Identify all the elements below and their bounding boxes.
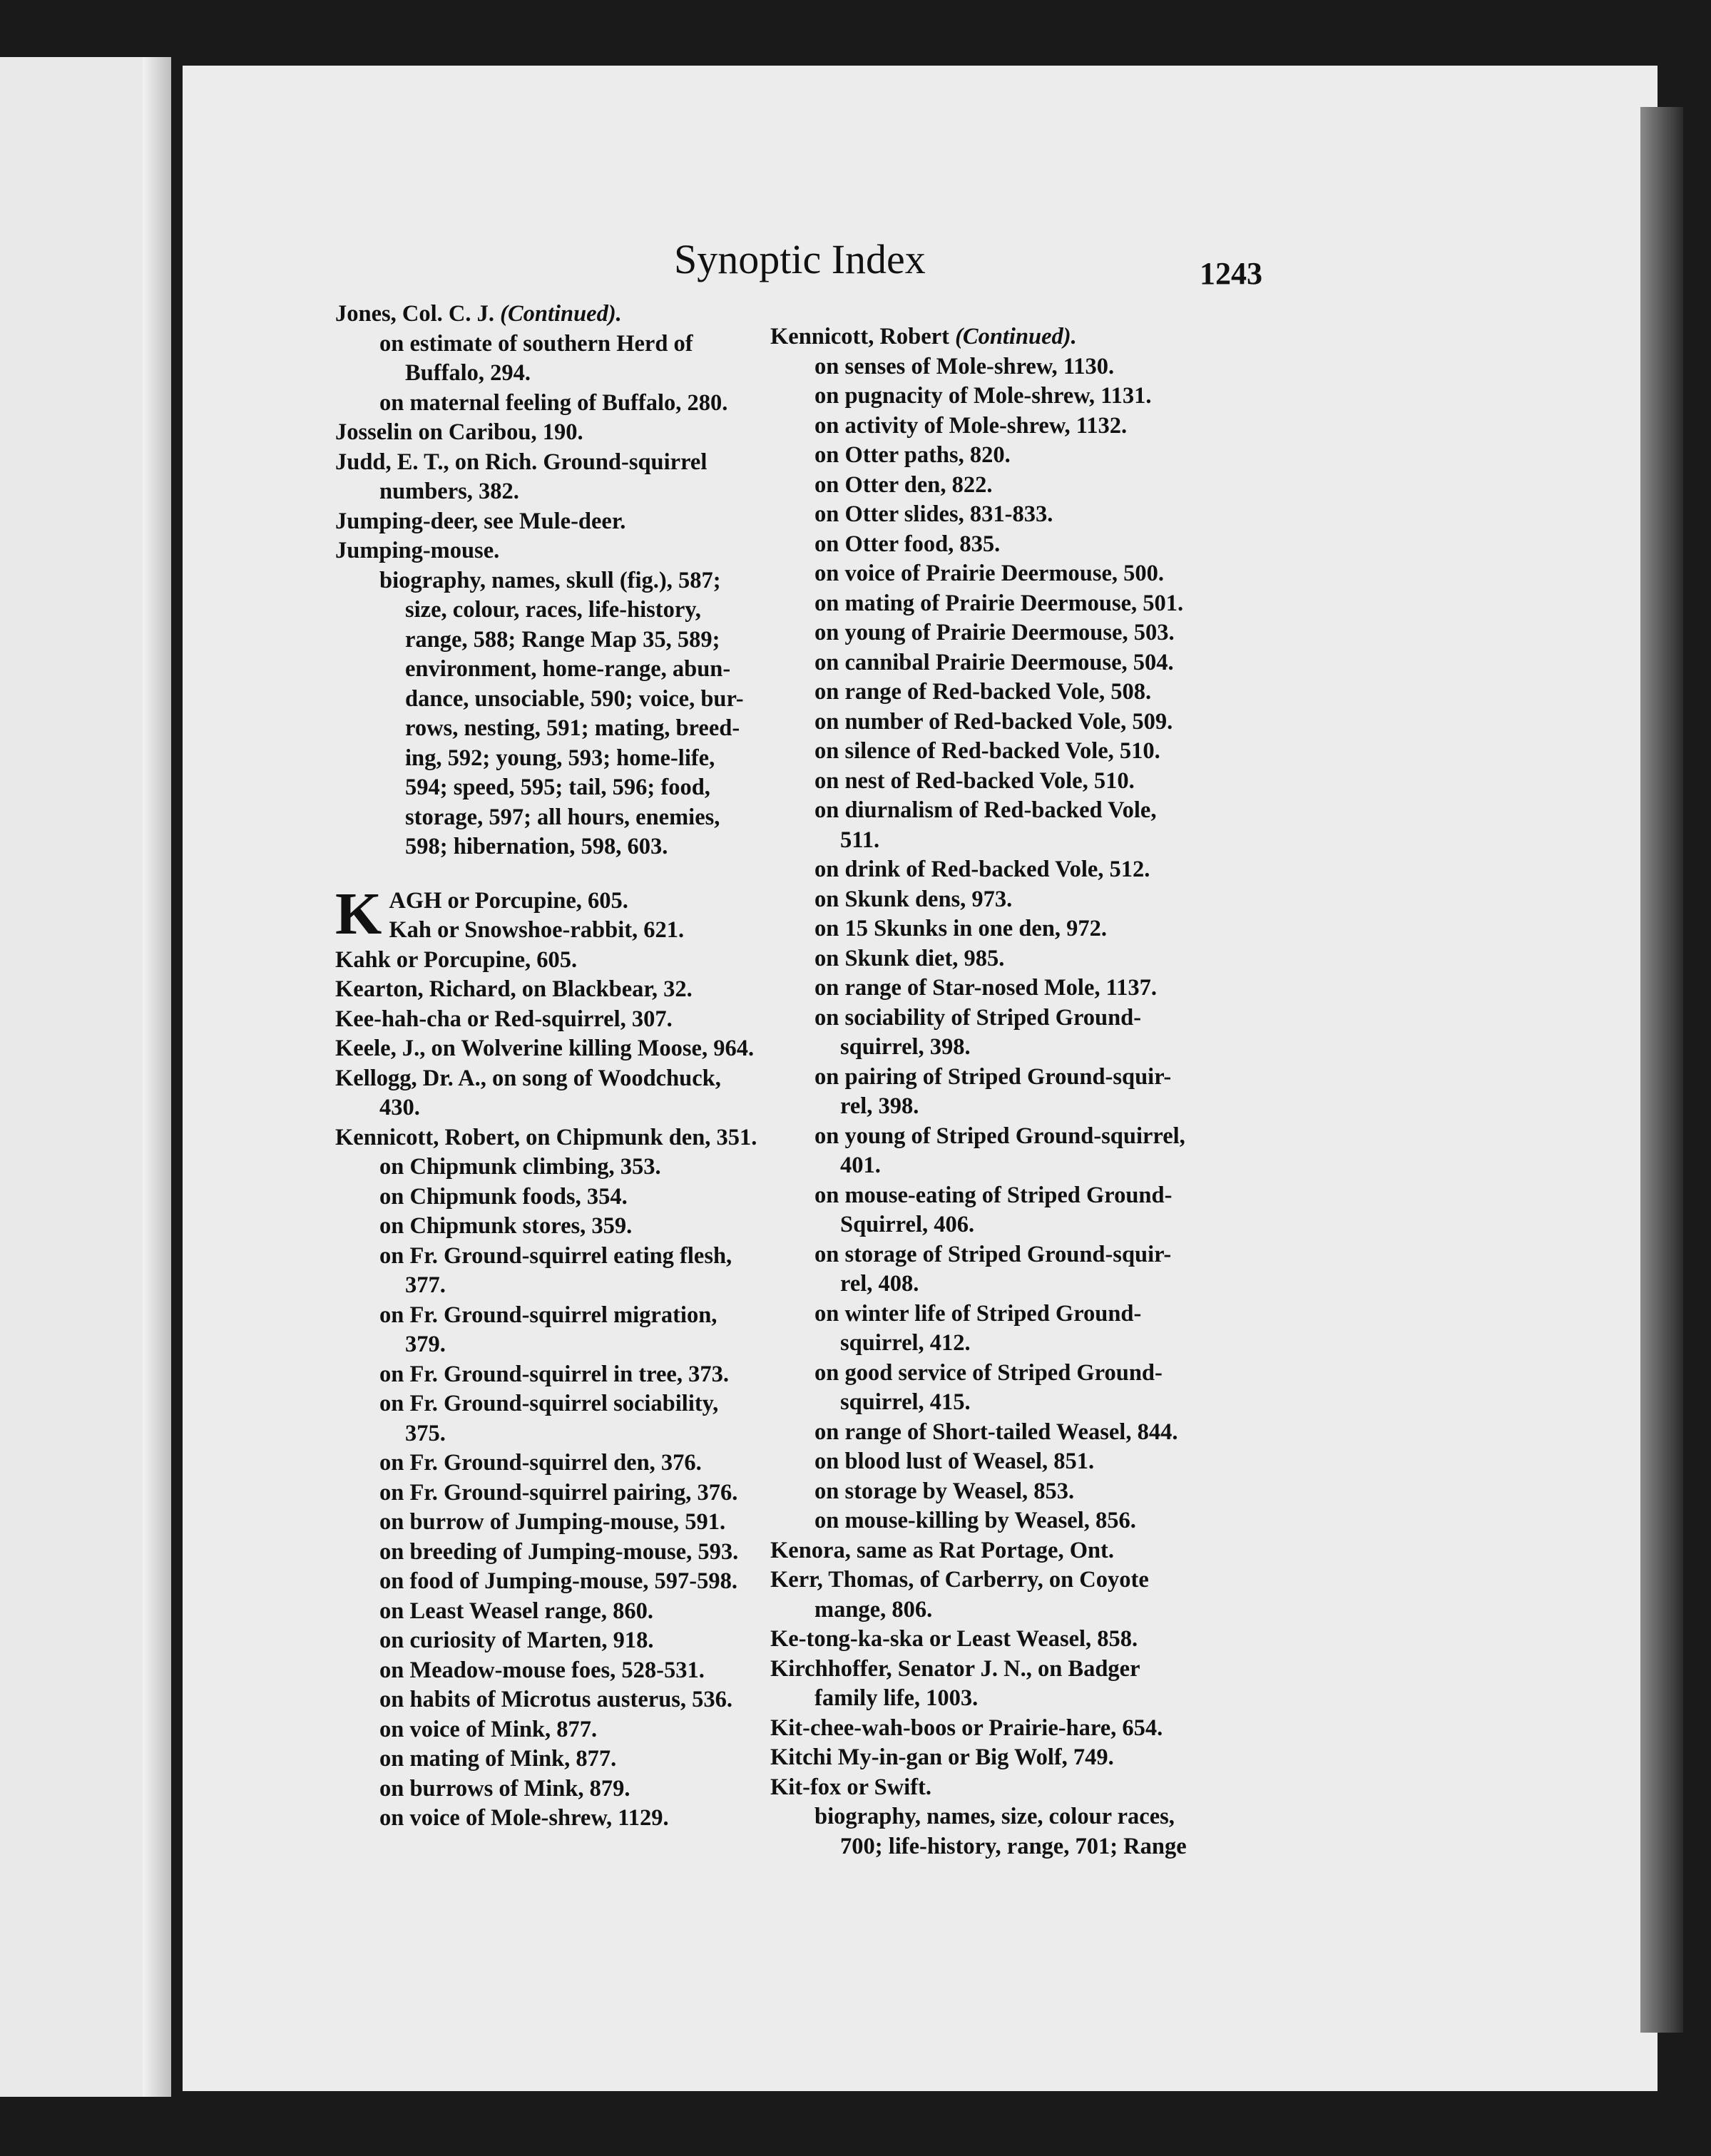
- index-entry: on cannibal Prairie Deermouse, 504.: [814, 649, 1174, 675]
- index-entry: on burrows of Mink, 879.: [379, 1775, 630, 1802]
- index-entry: rows, nesting, 591; mating, breed-: [405, 715, 740, 741]
- index-entry: rel, 408.: [840, 1271, 919, 1297]
- index-entry: Judd, E. T., on Rich. Ground-squirrel: [335, 449, 708, 475]
- index-entry: on burrow of Jumping-mouse, 591.: [379, 1509, 726, 1535]
- index-entry: on voice of Prairie Deermouse, 500.: [814, 561, 1165, 586]
- index-entry: on Skunk diet, 985.: [814, 945, 1005, 971]
- index-entry: Kennicott, Robert (Continued).: [770, 324, 1077, 349]
- index-entry: Kahk or Porcupine, 605.: [335, 946, 578, 973]
- index-entry: on breeding of Jumping-mouse, 593.: [379, 1538, 739, 1565]
- index-entry: Kellogg, Dr. A., on song of Woodchuck,: [335, 1065, 721, 1091]
- index-entry: Jumping-deer, see Mule-deer.: [335, 508, 626, 534]
- index-entry: 430.: [379, 1095, 420, 1120]
- index-entry: on blood lust of Weasel, 851.: [814, 1449, 1095, 1474]
- running-header-title: Synoptic Index: [674, 236, 926, 282]
- index-entry: on mating of Mink, 877.: [379, 1746, 617, 1772]
- index-entry: on food of Jumping-mouse, 597-598.: [379, 1568, 737, 1594]
- index-entry: on winter life of Striped Ground-: [814, 1300, 1142, 1327]
- index-entry: Kearton, Richard, on Blackbear, 32.: [335, 976, 693, 1002]
- index-entry: Jumping-mouse.: [335, 538, 500, 563]
- index-entry: on senses of Mole-shrew, 1130.: [814, 353, 1115, 379]
- page-number: 1243: [1200, 256, 1262, 291]
- index-entry: on storage of Striped Ground-squir-: [814, 1241, 1172, 1267]
- index-entry: Squirrel, 406.: [840, 1212, 975, 1237]
- index-entry: mange, 806.: [814, 1596, 933, 1623]
- index-entry: on sociability of Striped Ground-: [814, 1004, 1142, 1031]
- index-entry: on Skunk dens, 973.: [814, 886, 1013, 912]
- index-entry: on range of Red-backed Vole, 508.: [814, 679, 1152, 705]
- continued-marker: (Continued).: [955, 324, 1077, 349]
- index-entry: on estimate of southern Herd of: [379, 330, 693, 357]
- index-entry: Buffalo, 294.: [405, 360, 531, 386]
- index-entry: on curiosity of Marten, 918.: [379, 1628, 654, 1653]
- index-entry: family life, 1003.: [814, 1685, 979, 1711]
- continued-marker: (Continued).: [500, 301, 622, 327]
- index-entry: 511.: [840, 827, 880, 853]
- index-entry: 375.: [405, 1420, 446, 1446]
- index-entry: on maternal feeling of Buffalo, 280.: [379, 389, 728, 416]
- index-entry: on Fr. Ground-squirrel den, 376.: [379, 1450, 702, 1476]
- index-entry: on mating of Prairie Deermouse, 501.: [814, 590, 1184, 616]
- index-entry: Kirchhoffer, Senator J. N., on Badger: [770, 1655, 1140, 1682]
- index-entry: on voice of Mole-shrew, 1129.: [379, 1805, 669, 1831]
- index-entry: squirrel, 415.: [840, 1389, 971, 1415]
- index-entry: biography, names, size, colour races,: [814, 1804, 1175, 1829]
- index-entry: on silence of Red-backed Vole, 510.: [814, 738, 1160, 764]
- index-entry: on activity of Mole-shrew, 1132.: [814, 412, 1128, 439]
- index-entry: ing, 592; young, 593; home-life,: [405, 745, 715, 771]
- drop-cap-letter: K: [335, 886, 382, 946]
- index-entry: Jones, Col. C. J. (Continued).: [335, 301, 622, 327]
- index-column-right: [770, 322, 1284, 1861]
- index-entry: squirrel, 398.: [840, 1034, 971, 1060]
- index-entry: storage, 597; all hours, enemies,: [405, 804, 720, 830]
- index-entry: on Otter food, 835.: [814, 531, 1001, 557]
- index-entry: 598; hibernation, 598, 603.: [405, 834, 668, 859]
- page-edge-shadow: [1640, 107, 1683, 2033]
- index-entry: 401.: [840, 1153, 881, 1178]
- index-entry: Keele, J., on Wolverine killing Moose, 964.: [335, 1036, 755, 1061]
- index-entry: on Fr. Ground-squirrel sociability,: [379, 1391, 719, 1416]
- index-entry: on voice of Mink, 877.: [379, 1716, 598, 1742]
- index-entry: on Fr. Ground-squirrel pairing, 376.: [379, 1479, 738, 1506]
- index-entry: range, 588; Range Map 35, 589;: [405, 626, 720, 653]
- index-entry: on pugnacity of Mole-shrew, 1131.: [814, 383, 1152, 409]
- index-column-left: [335, 300, 806, 1834]
- index-entry: on nest of Red-backed Vole, 510.: [814, 767, 1135, 794]
- index-entry: on young of Prairie Deermouse, 503.: [814, 620, 1175, 645]
- index-entry: Kah or Snowshoe-rabbit, 621.: [389, 917, 685, 943]
- index-entries-j: [335, 300, 806, 862]
- index-entry: on Fr. Ground-squirrel eating flesh,: [379, 1242, 732, 1269]
- index-entries-k-continued: [770, 322, 1284, 1861]
- index-entry: Josselin on Caribou, 190.: [335, 419, 583, 445]
- facing-page-gutter: [143, 57, 171, 2097]
- index-entry: 700; life-history, range, 701; Range: [840, 1833, 1187, 1859]
- section-gap: [335, 862, 806, 887]
- index-entry: on Meadow-mouse foes, 528-531.: [379, 1657, 705, 1683]
- index-entry: on young of Striped Ground-squirrel,: [814, 1123, 1185, 1149]
- index-entry: Kerr, Thomas, of Carberry, on Coyote: [770, 1567, 1149, 1593]
- index-entry: on habits of Microtus austerus, 536.: [379, 1687, 733, 1712]
- index-entry: on pairing of Striped Ground-squir-: [814, 1063, 1172, 1090]
- index-entry: dance, unsociable, 590; voice, bur-: [405, 685, 744, 712]
- index-entry: biography, names, skull (fig.), 587;: [379, 567, 721, 593]
- index-entry: on mouse-eating of Striped Ground-: [814, 1182, 1173, 1208]
- index-entry: Kit-fox or Swift.: [770, 1774, 931, 1800]
- index-entry: 377.: [405, 1272, 446, 1298]
- index-entry: Kenora, same as Rat Portage, Ont.: [770, 1537, 1114, 1563]
- index-entry: size, colour, races, life-history,: [405, 597, 701, 623]
- index-entry: Kee-hah-cha or Red-squirrel, 307.: [335, 1006, 673, 1032]
- index-entry: on drink of Red-backed Vole, 512.: [814, 857, 1150, 882]
- index-entry: Ke-tong-ka-ska or Least Weasel, 858.: [770, 1626, 1138, 1652]
- index-entry: on diurnalism of Red-backed Vole,: [814, 797, 1157, 823]
- facing-page: [0, 57, 158, 2097]
- index-entry: on Chipmunk foods, 354.: [379, 1183, 628, 1210]
- index-entry: Kitchi My-in-gan or Big Wolf, 749.: [770, 1744, 1114, 1770]
- index-entry: on 15 Skunks in one den, 972.: [814, 916, 1108, 941]
- index-entry: Kennicott, Robert, on Chipmunk den, 351.: [335, 1124, 757, 1150]
- index-entries-k: [335, 946, 806, 1834]
- index-entry: on range of Star-nosed Mole, 1137.: [814, 975, 1157, 1001]
- index-entry: on Least Weasel range, 860.: [379, 1598, 653, 1624]
- index-entry: rel, 398.: [840, 1093, 919, 1119]
- index-entry: on Otter slides, 831-833.: [814, 501, 1053, 527]
- index-entry: on Fr. Ground-squirrel migration,: [379, 1302, 717, 1328]
- index-entry: environment, home-range, abun-: [405, 656, 731, 682]
- index-entry: on mouse-killing by Weasel, 856.: [814, 1508, 1136, 1533]
- k-section-opening: [335, 887, 806, 946]
- index-entry: 594; speed, 595; tail, 596; food,: [405, 775, 710, 800]
- index-entry: on good service of Striped Ground-: [814, 1359, 1163, 1386]
- index-entry: squirrel, 412.: [840, 1330, 971, 1356]
- index-entry: 379.: [405, 1332, 446, 1357]
- index-entry: Kit-chee-wah-boos or Prairie-hare, 654.: [770, 1715, 1163, 1741]
- index-entry: on Otter paths, 820.: [814, 442, 1011, 468]
- index-entry: on Otter den, 822.: [814, 471, 993, 498]
- index-entry: numbers, 382.: [379, 479, 519, 504]
- index-entry: on number of Red-backed Vole, 509.: [814, 708, 1173, 735]
- index-entry: AGH or Porcupine, 605.: [389, 887, 628, 914]
- index-entry: on Fr. Ground-squirrel in tree, 373.: [379, 1361, 729, 1387]
- index-entry: on Chipmunk stores, 359.: [379, 1213, 633, 1239]
- index-entry: on Chipmunk climbing, 353.: [379, 1154, 661, 1180]
- index-entry: on storage by Weasel, 853.: [814, 1478, 1075, 1504]
- index-entry: on range of Short-tailed Weasel, 844.: [814, 1419, 1178, 1445]
